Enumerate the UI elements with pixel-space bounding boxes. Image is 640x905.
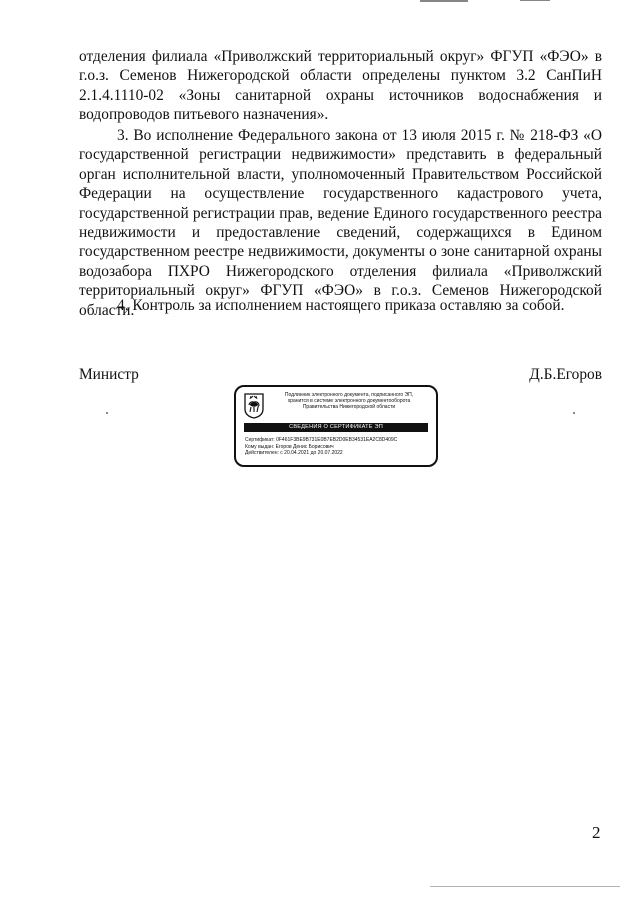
scan-artifact-top-2	[520, 0, 550, 1]
continued-paragraph	[79, 47, 602, 125]
certificate-value: 0F461F3BE9B731E0B7EB2D0EB34531EA2C8D409C	[276, 437, 398, 443]
scan-dot-mark	[106, 412, 108, 414]
certificate-info-bar: СВЕДЕНИЯ О СЕРТИФИКАТЕ ЭП	[244, 423, 428, 432]
stamp-note	[266, 392, 432, 410]
issued-to-value: Егоров Денис Борисович	[275, 443, 334, 450]
issued-to-label: Кому выдан:	[245, 443, 275, 450]
scan-artifact-bottom	[430, 886, 620, 887]
certificate-row	[245, 437, 433, 444]
electronic-signature-stamp	[234, 385, 438, 467]
nizhny-novgorod-deer-emblem-icon	[244, 393, 264, 419]
stamp-note-line: Подлинник электронного документа, подписанного ЭП,	[284, 392, 414, 398]
paragraph-4	[79, 296, 602, 315]
paragraph-text: 4. Контроль за исполнением настоящего приказа оставляю за собой.	[117, 297, 565, 314]
certificate-details	[245, 437, 433, 457]
page-number: 2	[592, 823, 601, 842]
validity-value: с 20.04.2021 до 20.07.2022	[280, 450, 343, 457]
signatory-name: Д.Б.Егоров	[529, 366, 602, 383]
validity-label: Действителен:	[245, 450, 279, 457]
validity-row	[245, 450, 433, 457]
paragraph-text: отделения филиала «Приволжский территориальный округ» ФГУП «ФЭО» в г.о.з. Семенов Нижегородской области определены пунктом 3.2 СанПиН 2.1.4.1110-02 «Зоны санитарной охраны источников водоснабжения и водопроводов питьевого назначения».	[79, 48, 602, 124]
signatory-position: Министр	[79, 366, 139, 383]
paragraph-3	[79, 126, 602, 320]
stamp-note-line: Правительства Нижегородской области	[302, 404, 396, 410]
certificate-label: Сертификат:	[245, 437, 275, 443]
stamp-note-line: хранится в системе электронного документооборота	[287, 398, 411, 404]
paragraph-text: 3. Во исполнение Федерального закона от 13 июля 2015 г. № 218-ФЗ «О государственной регистрации недвижимости» представить в федеральный орган исполнительной власти, уполномоченный Правительством Российской Федерации на осуществление государственного кадастрового учета, государственной регистрации прав, ведение Единого государственного реестра недвижимости и предоставление сведений, содержащихся в Едином государственном реестре недвижимости, документы о зоне санитарной охраны водозабора ПХРО Нижегородского отделения филиала «Приволжский территориальный округ» ФГУП «ФЭО» в г.о.з. Семенов Нижегородской области.	[79, 127, 602, 319]
scan-artifact-top	[420, 0, 468, 2]
scan-dot-mark	[573, 412, 575, 414]
